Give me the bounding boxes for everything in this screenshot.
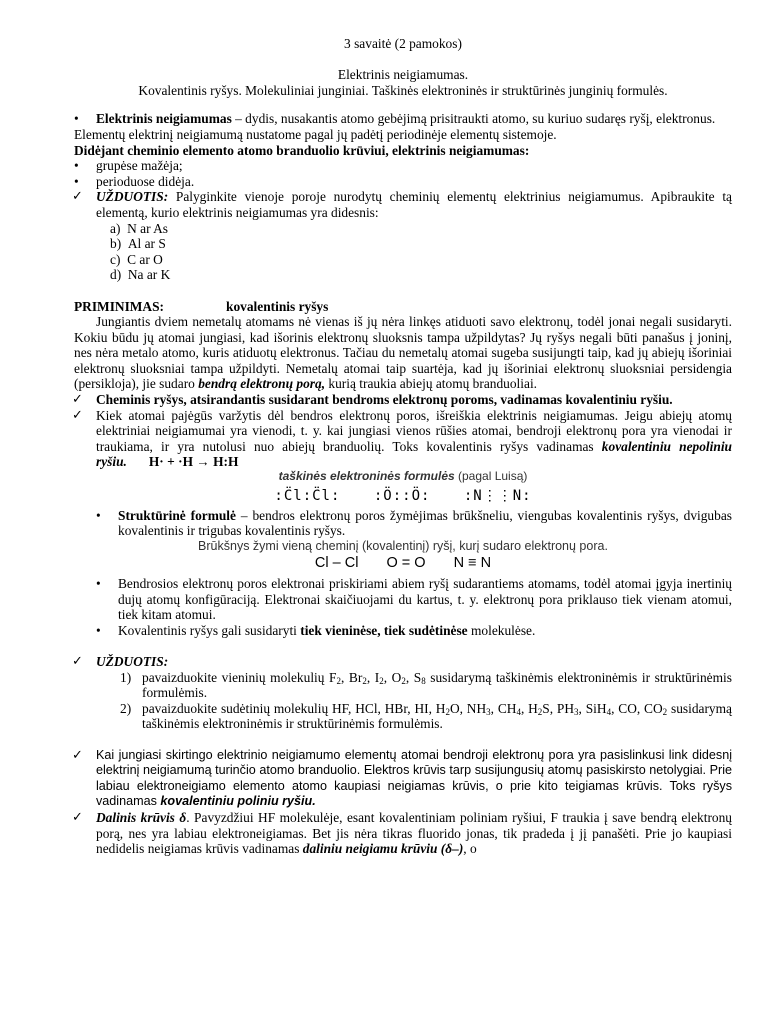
task-2-item-1: 1) pavaizduokite vieninių molekulių $F_2$, $Br_2$, $I_2$, $O_2$, $S_8$ susidarymą taškinėmis elektroninėmis ir struktūrinėmis formulėmis. bbox=[120, 669, 732, 701]
task-2-item-2: 2) pavaizduokite sudėtinių molekulių HF, HCl, HBr, HI, $H_2O$, $NH_3$, $CH_4$, $H_2S$, $PH_3$, SiH$_4$, CO, $CO_2$ susidarymą taškinėmis elektroninėmis ir struktūrinėmis formulėmis. bbox=[120, 700, 732, 732]
covalent-paragraph: Jungiantis dviem nemetalų atomams nė vienas iš jų nėra linkęs atiduoti savo elektronų, todėl jonai negali susidaryti. Kokiu būdu jų atomai jungiasi, kad išorinis elektronų sluoksnis tampa užpildytas? Jų ryšys negali būti panašus į joninį, nes nėra metalo atomo, kuris atiduotų elektronus. Tačiau du nemetalų atomai sugeba susijungti taip, kad jų abiejų išoriniai elektronų sluoksniai tampa užpildyti. Nemetalų atomai taip suartėja, kad jų išoriniai elektronų sluoksniai persidengia (persikloja), jie sudaro bendrą elektronų porą, kurią traukia abiejų atomų branduoliai. bbox=[74, 314, 732, 392]
checkmark-icon: ✓ bbox=[72, 809, 83, 825]
structural-cl2: Cl – Cl bbox=[314, 555, 359, 572]
task-label: UŽDUOTIS: bbox=[96, 189, 169, 205]
checkmark-icon: ✓ bbox=[72, 189, 83, 205]
option-d: d) Na ar K bbox=[110, 267, 171, 283]
figure-caption-lewis: taškinės elektroninės formulės (pagal Luisą) bbox=[278, 469, 528, 484]
definition-bullet bbox=[74, 111, 732, 127]
structural-formulas bbox=[74, 556, 732, 572]
bullet-icon bbox=[96, 576, 114, 592]
lewis-figure bbox=[74, 469, 732, 505]
option-a: a) N ar As bbox=[110, 220, 169, 236]
h2-equation: H· + ·H → H:H bbox=[148, 454, 239, 470]
bullet-icon bbox=[74, 158, 92, 174]
week-header: 3 savaitė (2 pamokos) bbox=[344, 36, 462, 51]
check-nonpolar: ✓ Kiek atomai pajėgūs varžytis dėl bendros elektronų poros, išreiškia elektrinis neigiamumas. Jeigu abiejų atomų elektriniai neigiamumai yra vienodi, t. y. kai jungiasi vienos rūšies atomai, bendroji elektronų pora yra vienodai ir traukiama, ir yra nutolusi nuo abiejų branduolių. Toks kovalentinis ryšys vadinamas kovalentiniu nepoliniu ryšiu. H· + ·H → H:H bbox=[72, 407, 732, 470]
document-page bbox=[74, 36, 732, 857]
checkmark-icon: ✓ bbox=[72, 747, 83, 763]
figure-caption-structural: Brūkšnys žymi vieną cheminį (kovalentinį) ryšį, kurį sudaro elektronų pora. bbox=[198, 538, 608, 553]
checkmark-icon: ✓ bbox=[72, 407, 83, 423]
bullet-icon bbox=[74, 111, 92, 127]
lewis-n2: :N⋮⋮N: bbox=[463, 487, 532, 504]
structural-o2: O = O bbox=[386, 555, 426, 572]
title-line-1: Elektrinis neigiamumas. bbox=[337, 67, 469, 83]
check-covalent-definition: ✓ Cheminis ryšys, atsirandantis susidarant bendroms elektronų poroms, vadinamas kovalentiniu ryšiu. bbox=[72, 392, 673, 408]
lewis-cl2: :C̈l:C̈l: bbox=[274, 487, 341, 504]
bullet-icon bbox=[74, 174, 92, 190]
structural-figure bbox=[74, 539, 732, 572]
molecule-types-bullet: • Kovalentinis ryšys gali susidaryti tiek vieninėse, tiek sudėtinėse molekulėse. bbox=[96, 623, 732, 639]
reminder-heading: PRIMINIMAS: kovalentinis ryšys bbox=[74, 298, 329, 314]
structural-term: Struktūrinė formulė bbox=[118, 507, 236, 523]
check-polar: ✓ Kai jungiasi skirtingo elektrinio neigiamumo elementų atomai bendroji elektronų pora yra pasislinkusi link didesnį elektrinį neigiamumą turinčio atomo branduolio. Elektros krūvis tarp susijungusių atomų pasiskirsto netolygiai. Prie labiau elektroneigiamo elemento atomo kaupiasi neigiamas krūvis, o prie kito teigiamas krūvis. Toks ryšys vadinamas kovalentiniu poliniu ryšiu. bbox=[72, 747, 732, 809]
lewis-o2: :Ö::Ö: bbox=[373, 487, 431, 504]
bullet-icon bbox=[96, 508, 114, 524]
position-text: Elementų elektrinį neigiamumą nustatome pagal jų padėtį periodinėje elementų sistemoje. bbox=[74, 126, 557, 142]
task-text: Palyginkite vienoje poroje nurodytų cheminių elementų elektrinius neigiamumus. Apibraukite tą elementą, kurio elektrinis neigiamumas yra didesnis: bbox=[96, 189, 732, 220]
reminder-topic: kovalentinis ryšys bbox=[226, 298, 329, 314]
structural-n2: N ≡ N bbox=[453, 555, 492, 572]
electron-pair-bullet: • Bendrosios elektronų poros elektronai priskiriami abiem ryšį sudarantiems atomams, todėl atomai įgyja inertinių dujų atomų konfigūraciją. Elektronai skaičiuojami du kartus, t. y. elektronų pora priklauso tiek vienam atomui, tiek kitam atomui. bbox=[96, 576, 732, 623]
trend-item-periods: • perioduose didėja. bbox=[74, 174, 732, 190]
option-b: b) Al ar S bbox=[110, 236, 166, 252]
task-1 bbox=[74, 189, 732, 220]
task-2-label: UŽDUOTIS: bbox=[96, 653, 169, 669]
checkmark-icon: ✓ bbox=[72, 653, 83, 669]
lewis-formulas bbox=[74, 488, 732, 505]
partial-charge-term: Dalinis krūvis δ bbox=[96, 809, 187, 825]
checkmark-icon: ✓ bbox=[72, 392, 83, 408]
definition-text: – dydis, nusakantis atomo gebėjimą prisitraukti atomo, su kuriuo sudaręs ryšį, elektronus. bbox=[231, 111, 716, 127]
option-c: c) C ar O bbox=[110, 251, 163, 267]
title-line-2: Kovalentinis ryšys. Molekuliniai junginiai. Taškinės elektroninės ir struktūrinės junginių formulės. bbox=[138, 82, 668, 98]
task-2 bbox=[74, 654, 732, 670]
structural-formula-bullet: • Struktūrinė formulė – bendros elektronų poros žymėjimas brūkšneliu, viengubas kovalentinis ryšys, dvigubas kovalentinis ir trigubas kovalentinis ryšys. bbox=[96, 508, 732, 539]
trend-item-groups: • grupėse mažėja; bbox=[74, 158, 732, 174]
definition-term: Elektrinis neigiamumas bbox=[96, 111, 232, 127]
check-partial-charge: ✓ Dalinis krūvis δ. Pavyzdžiui HF molekulėje, esant kovalentiniam poliniam ryšiui, F traukia į save bendrą elektronų porą, nes yra labiau elektroneigiamas. Bet jis nėra tikras fluorido jonas, tik pradeda į jį panašėti. Prie jo kaupiasi nedidelis neigiamas krūvis vadinamas daliniu neigiamu krūviu (δ–), o bbox=[72, 809, 732, 857]
bullet-icon bbox=[96, 623, 114, 639]
trend-heading: Didėjant cheminio elemento atomo branduolio krūviui, elektrinis neigiamumas: bbox=[74, 142, 530, 158]
